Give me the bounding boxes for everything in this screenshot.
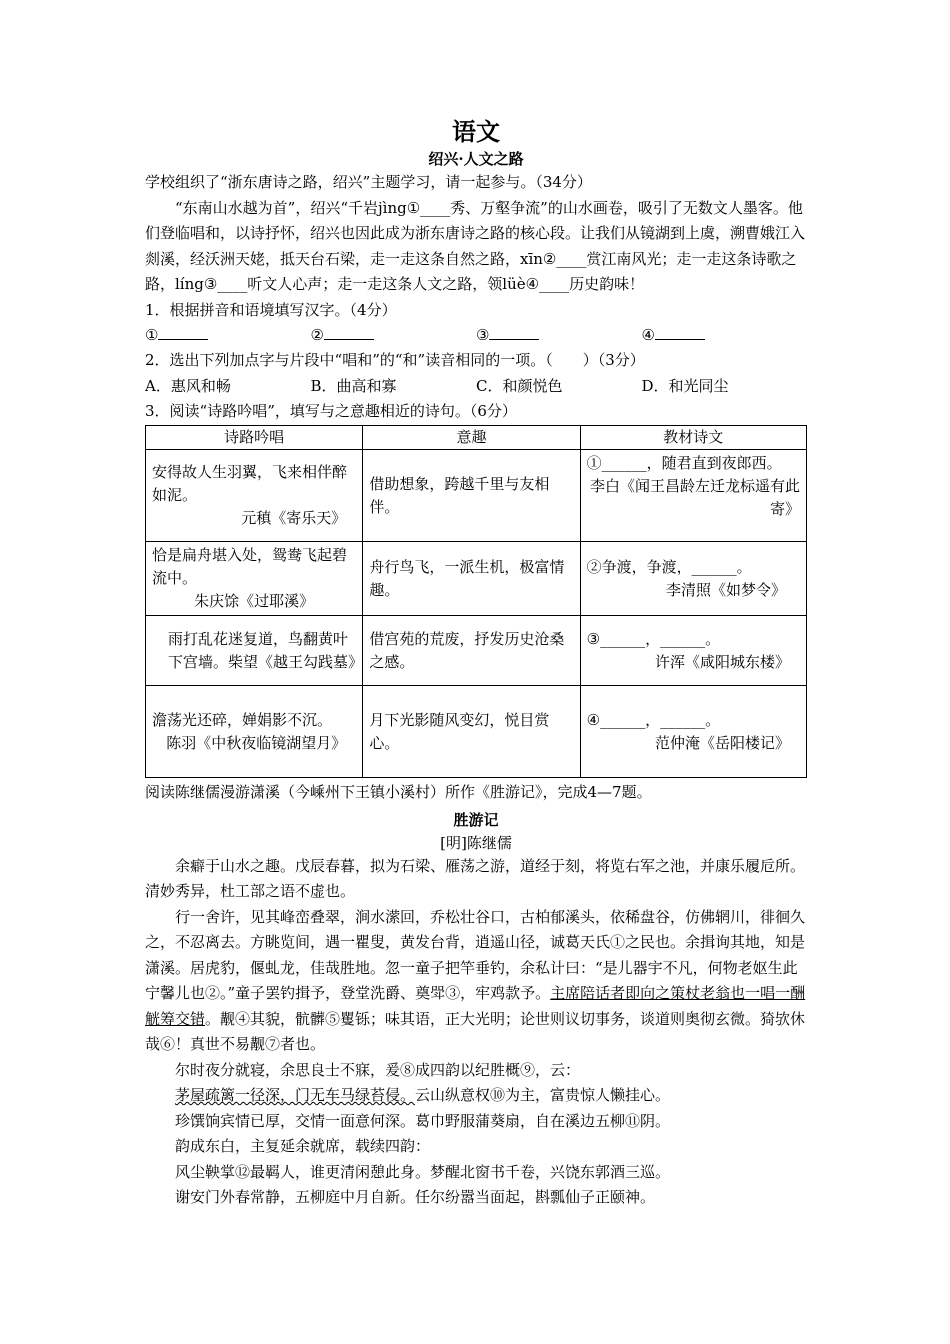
verse-line-1: 茅屋疏篱一径深，门无车马绿苔侵。云山纵意权⑩为主，富贵惊人懒挂心。 — [175, 1086, 671, 1104]
section-title: 绍兴·人文之路 — [428, 150, 524, 168]
q1-blank[interactable]: ② — [311, 323, 477, 348]
fill-line[interactable]: ③______，______。 — [586, 629, 721, 648]
q1-blank[interactable]: ④ — [642, 323, 808, 348]
table-header: 教材诗文 — [580, 426, 806, 450]
table-row — [146, 686, 807, 778]
question-2: 2．选出下列加点字与片段中“唱和”的“和”读音相同的一项。（ ）（3分） — [145, 351, 645, 369]
option-d[interactable]: D．和光同尘 — [641, 376, 729, 395]
essay-paragraph-2: 行一舍许，见其峰峦叠翠，涧水潆回，乔松壮谷口，古柏郁溪头，依稀盘谷，仿佛辋川，徘徊久之，不忍离去。方眺览间，遇一瞿叟，黄发台背，逍遥山径，诚葛天氏①之民也。余揖询其地，知是潇溪。居虎豹，偃虬龙，佳哉胜地。忽一童子把竿垂钓，余私计曰：“是儿器宇不凡，何物老妪生此宁馨儿也②。”童子罢钓揖予，登堂洗爵、奠斝③，牢鸡款予。主席陪话者即向之策杖老翁也一唱一酬觥筹交错。觏④其貌，骯髒⑤矍铄；味其语，正大光明；论世则议切事务，谈道则奥彻玄微。猗欤休哉⑥！真世不易觏⑦者也。 — [145, 907, 806, 1053]
option-c[interactable]: C．和颜悦色 — [476, 376, 563, 395]
fill-line[interactable]: ②争渡，争渡，______。 — [586, 557, 752, 576]
poem-text: 恰是扁舟堪入处，鸳鸯飞起碧流中。 — [152, 546, 348, 587]
text-source: 李白《闻王昌龄左迁龙标遥有此寄》 — [589, 477, 800, 518]
poem-source: 陈羽《中秋夜临镜湖望月》 — [166, 733, 347, 752]
meaning-cell: 借助想象，跨越千里与友相伴。 — [363, 450, 580, 542]
meaning-cell: 借宫苑的荒废，抒发历史沧桑之感。 — [363, 616, 580, 686]
option-a[interactable]: A．惠风和畅 — [145, 376, 231, 395]
table-header: 诗路吟唱 — [146, 426, 363, 450]
poem-text: 雨打乱花迷复道，鸟翻黄叶下宫墙。柴望《越王勾践墓》 — [168, 629, 364, 671]
poem-text: 安得故人生羽翼，飞来相伴醉如泥。 — [152, 463, 348, 504]
essay-title: 胜游记 — [453, 810, 499, 829]
exam-page — [145, 108, 807, 1211]
table-header: 意趣 — [363, 426, 580, 450]
reading-intro: 阅读陈继儒漫游潇溪（今嵊州下王镇小溪村）所作《胜游记》，完成4—7题。 — [145, 783, 652, 801]
poem-text: 澹荡光还碎，婵娟影不沉。 — [152, 710, 333, 729]
question-3: 3．阅读“诗路吟唱”，填写与之意趣相近的诗句。（6分） — [145, 401, 517, 420]
text-source: 李清照《如梦令》 — [665, 580, 786, 599]
q1-blank[interactable]: ① — [145, 323, 311, 348]
passage-paragraph: “东南山水越为首”，绍兴“千岩jìng①____秀、万壑争流”的山水画卷，吸引了无数文人墨客。他们登临唱和，以诗抒怀，绍兴也因此成为浙东唐诗之路的核心段。让我们从镜湖到上虞，溯曹娥江入剡溪，经沃洲天姥，抵天台石梁，走一走这条自然之路，xīn②____赏江南风光；走一走这条诗歌之路，líng③____听文人心声；走一走这条人文之路，领lüè④____历史韵味！ — [145, 198, 806, 293]
table-header-row — [146, 426, 807, 450]
option-b[interactable]: B．曲高和寡 — [310, 376, 397, 395]
wavy-underlined-verse: 茅屋疏篱一径深，门无车马绿苔侵。 — [175, 1086, 416, 1104]
table-row — [146, 616, 807, 686]
question-1: 1．根据拼音和语境填写汉字。（4分） — [145, 300, 397, 319]
underlined-sentence: 主席陪话者即向之策杖老翁也一唱一酬觥筹交错 — [145, 984, 806, 1028]
intro-text: 学校组织了“浙东唐诗之路，绍兴”主题学习，请一起参与。（34分） — [145, 173, 592, 191]
q2-options — [145, 374, 807, 399]
fill-line[interactable]: ④______，______。 — [586, 710, 721, 729]
page-title: 语文 — [452, 117, 500, 146]
verse-line-3: 风尘鞅掌⑫最羁人，谁更清闲憩此身。梦醒北窗书千卷，兴饶东郭酒三巡。 — [175, 1162, 671, 1181]
text-source: 范仲淹《岳阳楼记》 — [654, 733, 790, 752]
q1-blanks — [145, 323, 807, 348]
q1-blank[interactable]: ③ — [476, 323, 642, 348]
essay-paragraph-1: 余癖于山水之趣。戊辰春暮，拟为石梁、雁荡之游，道经于刻，将览右军之池，并康乐履卮所。清妙秀异，杜工部之语不虚也。 — [145, 856, 806, 900]
fill-line[interactable]: ①______，随君直到夜郎西。 — [586, 454, 782, 472]
table-row — [146, 450, 807, 542]
essay-author: [明]陈继儒 — [440, 833, 512, 852]
essay-paragraph-4: 韵成东白，主复延余就席，载续四韵： — [175, 1137, 431, 1155]
meaning-cell: 舟行鸟飞，一派生机，极富情趣。 — [363, 542, 580, 616]
essay-paragraph-3: 尔时夜分就寝，余思良士不寐，爰⑧成四韵以纪胜概⑨，云： — [175, 1060, 581, 1079]
poem-source: 元稹《寄乐天》 — [241, 509, 347, 527]
poem-table — [145, 425, 807, 778]
meaning-cell: 月下光影随风变幻，悦目赏心。 — [363, 686, 580, 778]
poem-source: 朱庆馀《过耶溪》 — [194, 592, 315, 610]
text-source: 许浑《咸阳城东楼》 — [654, 652, 790, 671]
verse-line-4: 谢安门外春常静，五柳庭中月自新。任尔纷嚣当面起，斟瓢仙子正颐神。 — [175, 1188, 656, 1206]
verse-line-2: 珍馔饷宾情已厚，交情一面意何深。葛巾野服蒲葵扇，自在溪边五柳⑪阴。 — [175, 1111, 671, 1130]
table-row — [146, 542, 807, 616]
